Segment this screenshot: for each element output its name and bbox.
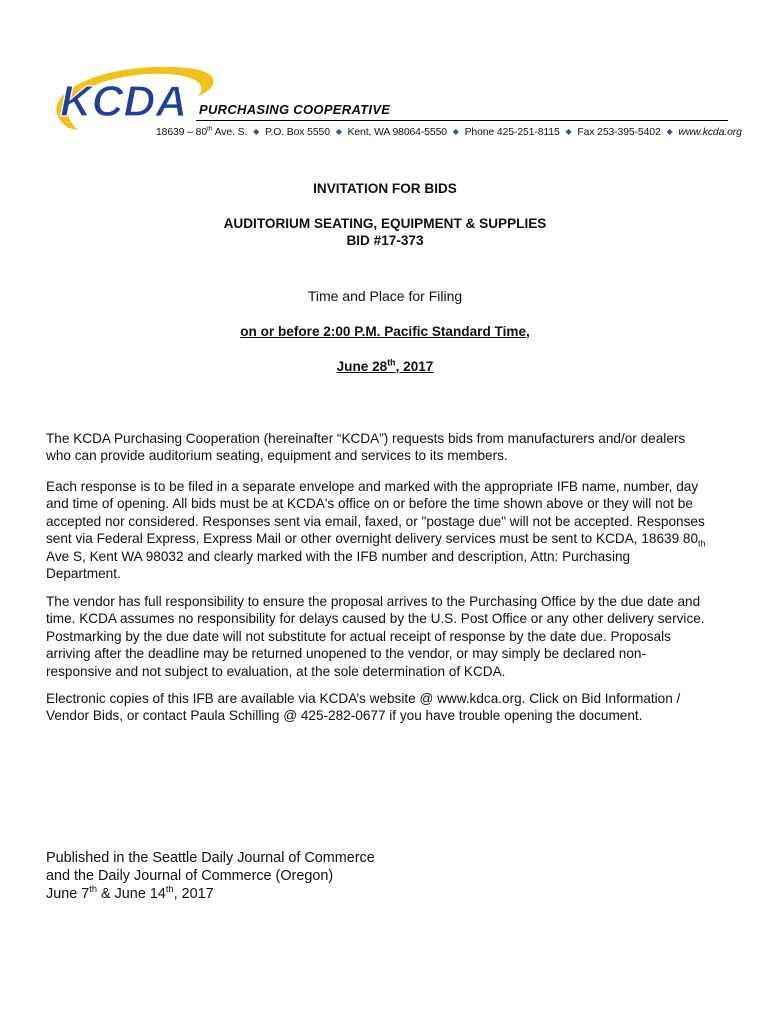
- publication-line-1: Published in the Seattle Daily Journal of Commerce: [46, 850, 375, 866]
- fax: Fax 253-395-5402: [577, 127, 661, 138]
- contact-line: [156, 127, 742, 138]
- diamond-icon: ◆: [565, 127, 572, 136]
- diamond-icon: ◆: [452, 127, 459, 136]
- address-street: 18639 – 80th Ave. S.: [156, 125, 248, 138]
- website-link[interactable]: www.kcda.org: [678, 127, 742, 138]
- po-box: P.O. Box 5550: [264, 127, 330, 138]
- bid-subject: AUDITORIUM SEATING, EQUIPMENT & SUPPLIES: [223, 216, 547, 231]
- filing-label: Time and Place for Filing: [307, 288, 463, 304]
- bid-number: BID #17-373: [346, 233, 424, 248]
- coop-title: PURCHASING COOPERATIVE: [199, 102, 391, 117]
- publication-notice: [46, 849, 546, 903]
- document-title: INVITATION FOR BIDS: [313, 181, 457, 196]
- diamond-icon: ◆: [253, 127, 260, 136]
- publication-line-2: and the Daily Journal of Commerce (Oregon): [46, 868, 334, 884]
- deadline-time: on or before 2:00 P.M. Pacific Standard Time,: [240, 324, 530, 339]
- city: Kent, WA 98064-5550: [347, 127, 447, 138]
- intro-paragraph: The KCDA Purchasing Cooperation (hereinafter “KCDA”) requests bids from manufacturers and/or dealers who can provide auditorium seating, equipment and services to its members.: [46, 431, 686, 464]
- vendor-responsibility-paragraph: The vendor has full responsibility to ensure the proposal arrives to the Purchasing Office by the due date and time. KCDA assumes no responsibility for delays caused by the U.S. Post Office or any other delivery service. Postmarking by the due date will not substitute for actual receipt of response by the date due. Proposals arriving after the deadline may be returned unopened to the vendor, or may simply be declared non-responsive and not subject to evaluation, at the sole determination of KCDA.: [46, 594, 705, 679]
- publication-dates: June 7th & June 14th, 2017: [46, 884, 214, 902]
- deadline-date: June 28th, 2017: [336, 357, 434, 374]
- diamond-icon: ◆: [666, 127, 673, 136]
- header-rule: [196, 120, 728, 121]
- diamond-icon: ◆: [335, 127, 342, 136]
- phone: Phone 425-251-8115: [464, 127, 560, 138]
- electronic-copies-paragraph: Electronic copies of this IFB are available via KCDA’s website @ www.kdca.org. Click on Bid Information / Vendor Bids, or contact Paula Schilling @ 425-282-0677 if you have trouble opening the document.: [46, 691, 681, 724]
- filing-instructions-paragraph: Each response is to be filed in a separate envelope and marked with the appropriate IFB name, number, day and time of opening. All bids must be at KCDA's office on or before the time shown above or they will not be accepted nor considered. Responses sent via email, faxed, or "postage due" will not be accepted. Responses sent via Federal Express, Express Mail or other overnight delivery services must be sent to KCDA, 18639 $80_{th}$ Ave S, Kent WA 98032 and clearly marked with the IFB number and description, Attn: Purchasing Department.: [46, 479, 706, 582]
- logo-wordmark: KCDA: [60, 77, 188, 126]
